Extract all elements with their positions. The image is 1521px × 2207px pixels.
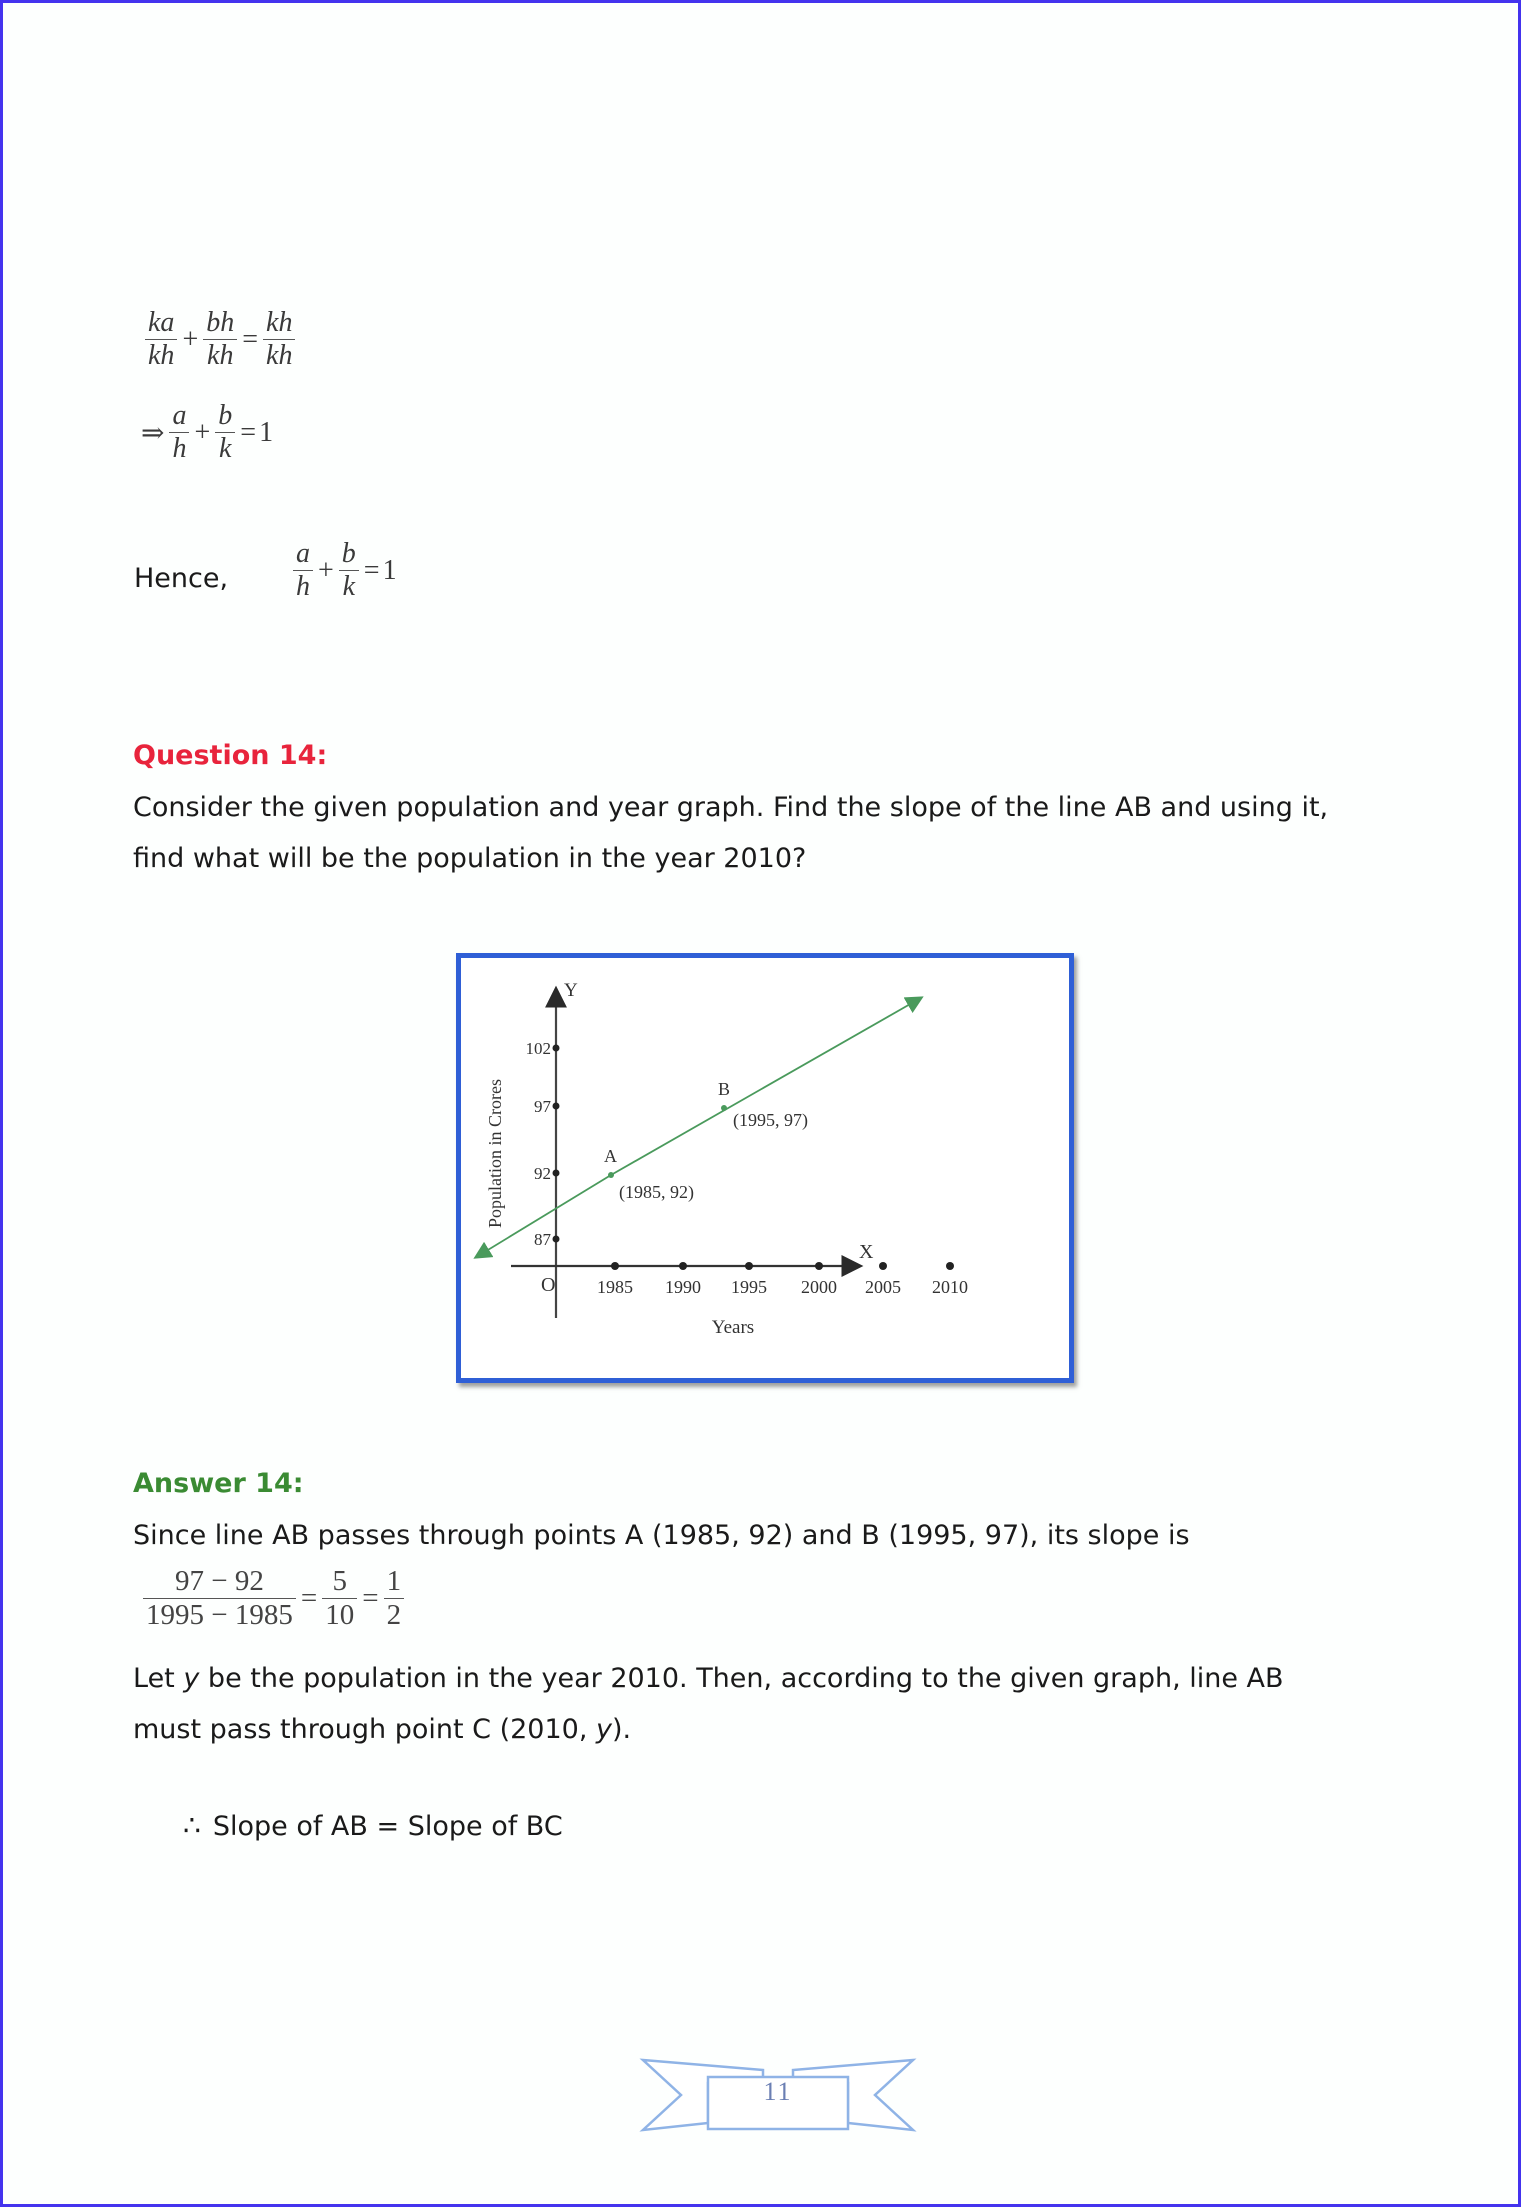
point-a — [608, 1172, 614, 1178]
answer-line-2: Let y be the population in the year 2010. Then, according to the given graph, line AB must pass through point C (2010, y). — [133, 1663, 1284, 1745]
page-number-ribbon — [633, 2055, 923, 2135]
svg-text:102: 102 — [525, 1039, 551, 1058]
svg-text:1995: 1995 — [731, 1277, 767, 1297]
therefore-symbol: ∴ — [183, 1809, 199, 1842]
hence-equation: $\frac{a}{h}$ + $\frac{b}{k}$ = 1 — [291, 538, 397, 603]
point-b-label: B — [718, 1079, 731, 1099]
y-axis-name: Y — [564, 980, 578, 1001]
fraction: $\frac{1}{2}$ — [384, 1565, 405, 1633]
fraction: $\frac{ka}{kh}$ — [145, 307, 177, 372]
answer-heading: Answer 14: — [133, 1468, 304, 1499]
implies-symbol: ⇒ — [141, 417, 165, 449]
svg-text:97: 97 — [534, 1097, 551, 1116]
fraction: $\frac{a}{h}$ — [293, 538, 313, 603]
equation-line-1: $\frac{ka}{kh}$ + $\frac{bh}{kh}$ = $\frac{kh}{kh}$ — [143, 307, 297, 372]
hence-label: Hence, — [134, 563, 229, 594]
x-ticks — [597, 1262, 968, 1297]
fraction: $\frac{b}{k}$ — [339, 538, 359, 603]
question-text: Consider the given population and year graph. Find the slope of the line AB and using it, find what will be the population in the year 2010? — [133, 792, 1329, 874]
point-a-coords: (1985, 92) — [619, 1182, 694, 1202]
fraction: $\frac{97 - 92}{1995 - 1985}$ — [143, 1565, 296, 1633]
equation-line-2: ⇒ $\frac{a}{h}$ + $\frac{b}{k}$ = 1 — [141, 400, 274, 465]
point-b — [721, 1105, 727, 1111]
answer-line-1: Since line AB passes through points A (1985, 92) and B (1995, 97), its slope is — [133, 1520, 1190, 1551]
fraction: $\frac{5}{10}$ — [322, 1565, 357, 1633]
fraction: $\frac{bh}{kh}$ — [203, 307, 237, 372]
question-heading: Question 14: — [133, 740, 328, 771]
page-number: 11 — [763, 2077, 793, 2106]
origin-label: O — [541, 1274, 556, 1296]
svg-text:2010: 2010 — [932, 1277, 968, 1297]
svg-text:2000: 2000 — [801, 1277, 837, 1297]
svg-text:92: 92 — [534, 1164, 551, 1183]
line-ab — [611, 999, 919, 1175]
therefore-line: ∴ Slope of AB = Slope of BC — [183, 1809, 563, 1842]
svg-text:2005: 2005 — [865, 1277, 901, 1297]
slope-calculation: $\frac{97 - 92}{1995 - 1985}$ = $\frac{5}{10}$ = $\frac{1}{2}$ — [141, 1565, 406, 1633]
fraction: $\frac{b}{k}$ — [215, 400, 235, 465]
svg-text:1990: 1990 — [665, 1277, 701, 1297]
graph-canvas — [461, 958, 1069, 1378]
x-axis-name: X — [859, 1241, 874, 1263]
svg-text:87: 87 — [534, 1230, 551, 1249]
x-axis-label: Years — [711, 1317, 755, 1338]
fraction: $\frac{a}{h}$ — [169, 400, 189, 465]
y-axis-label: Population in Crores — [485, 1079, 505, 1228]
population-graph — [456, 953, 1074, 1383]
point-a-label: A — [604, 1146, 617, 1166]
point-b-coords: (1995, 97) — [733, 1110, 808, 1130]
svg-text:1985: 1985 — [597, 1277, 633, 1297]
fraction: $\frac{kh}{kh}$ — [263, 307, 295, 372]
